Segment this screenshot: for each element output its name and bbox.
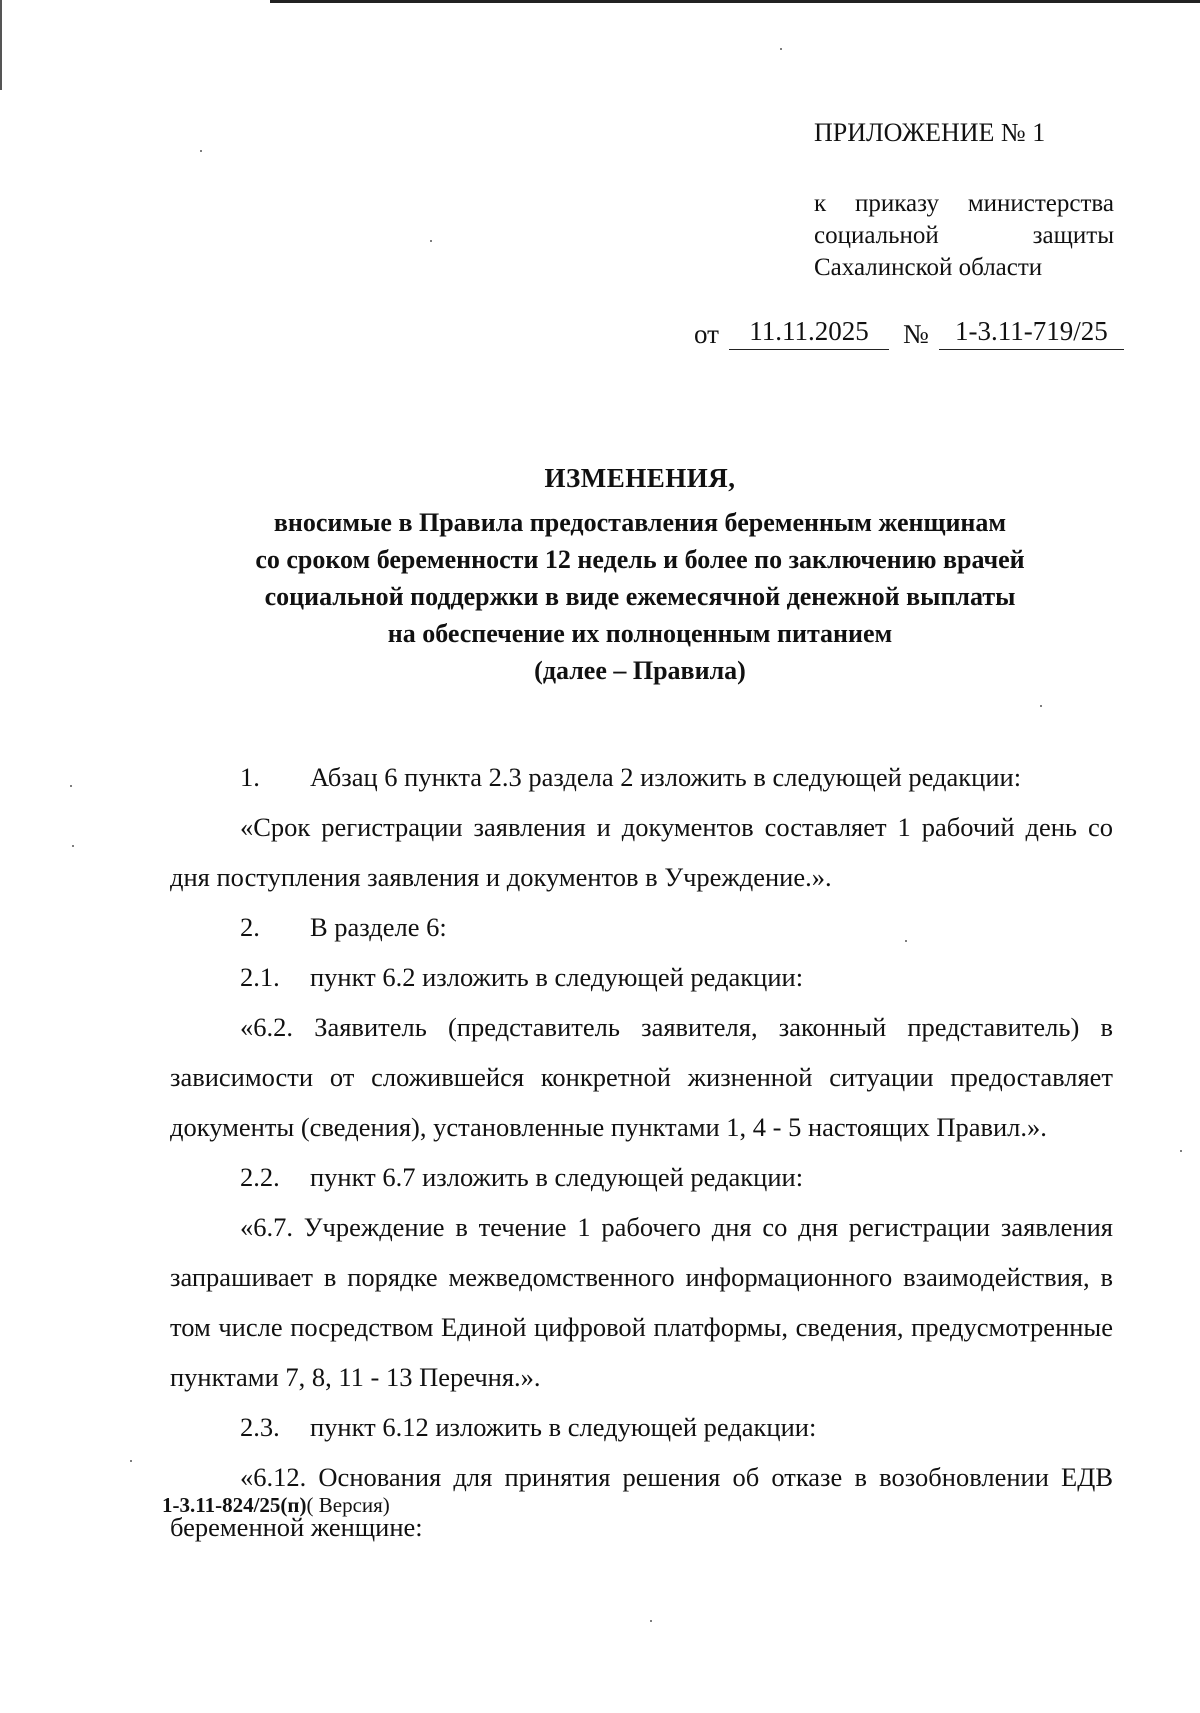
scan-speck: [905, 940, 907, 942]
order-date: 11.11.2025: [729, 316, 889, 350]
order-line-3: Сахалинской области: [814, 254, 1043, 281]
footer-doc-number: 1-3.11-824/25(п): [162, 1493, 307, 1517]
scan-speck: [72, 845, 74, 847]
quote-paragraph: «6.7. Учреждение в течение 1 рабочего дня со дня регистрации заявления запрашивает в порядке межведомственного информационного взаимодействия, в том числе посредством Единой цифровой платформы, сведения, предусмотренные пунктами 7, 8, 11 - 13 Перечня.».: [170, 1212, 1113, 1392]
title-line: со сроком беременности 12 недель и более по заключению врачей: [255, 545, 1025, 574]
scan-speck: [650, 1620, 652, 1622]
order-line-2: социальной защиты: [814, 222, 1114, 249]
list-item-2-1: 2.1. пункт 6.2 изложить в следующей редакции:: [240, 962, 804, 992]
scan-speck: [780, 48, 782, 50]
quote-paragraph: «6.2. Заявитель (представитель заявителя, законный представитель) в зависимости от сложившейся конкретной жизненной ситуации предоставляет документы (сведения), установленные пунктами 1, 4 - 5 настоящих Правил.».: [170, 1012, 1113, 1142]
scan-speck: [430, 240, 432, 242]
quote-paragraph: «6.12. Основания для принятия решения об отказе в возобновлении ЕДВ беременной женщине:: [170, 1462, 1113, 1542]
scan-top-border: [270, 0, 1200, 3]
title-line: на обеспечение их полноценным питанием: [387, 619, 893, 648]
scan-left-border: [0, 0, 2, 90]
date-prefix: от: [694, 319, 719, 349]
order-line-1: к приказу министерства: [814, 190, 1114, 217]
quote-paragraph: «Срок регистрации заявления и документов составляет 1 рабочий день со дня поступления заявления и документов в Учреждение.».: [170, 812, 1113, 892]
order-number: 1-3.11-719/25: [939, 316, 1124, 350]
title-line: вносимые в Правила предоставления беременным женщинам: [273, 508, 1007, 537]
order-date-number: [694, 316, 1124, 350]
list-item-2-2: 2.2. пункт 6.7 изложить в следующей редакции:: [240, 1162, 804, 1192]
scan-speck: [1180, 1150, 1182, 1152]
title-main: ИЗМЕНЕНИЯ,: [544, 463, 736, 493]
appendix-heading: ПРИЛОЖЕНИЕ № 1: [814, 118, 1046, 147]
title-line: социальной поддержки в виде ежемесячной денежной выплаты: [264, 582, 1016, 611]
title-line: (далее – Правила): [534, 656, 746, 685]
document-title: [200, 460, 1080, 689]
list-item-2: 2. В разделе 6:: [240, 912, 447, 942]
footer-version: ( Версия): [306, 1493, 390, 1517]
list-item-1: 1. Абзац 6 пункта 2.3 раздела 2 изложить в следующей редакции:: [240, 762, 1022, 792]
document-body: [170, 752, 1113, 1552]
order-reference: [814, 188, 1114, 284]
scan-speck: [200, 150, 202, 152]
number-prefix: №: [902, 319, 929, 349]
scan-speck: [130, 1460, 132, 1462]
footer-doc-id: [162, 1493, 390, 1518]
scan-speck: [1040, 705, 1042, 707]
list-item-2-3: 2.3. пункт 6.12 изложить в следующей редакции:: [240, 1412, 817, 1442]
scan-speck: [70, 785, 72, 787]
